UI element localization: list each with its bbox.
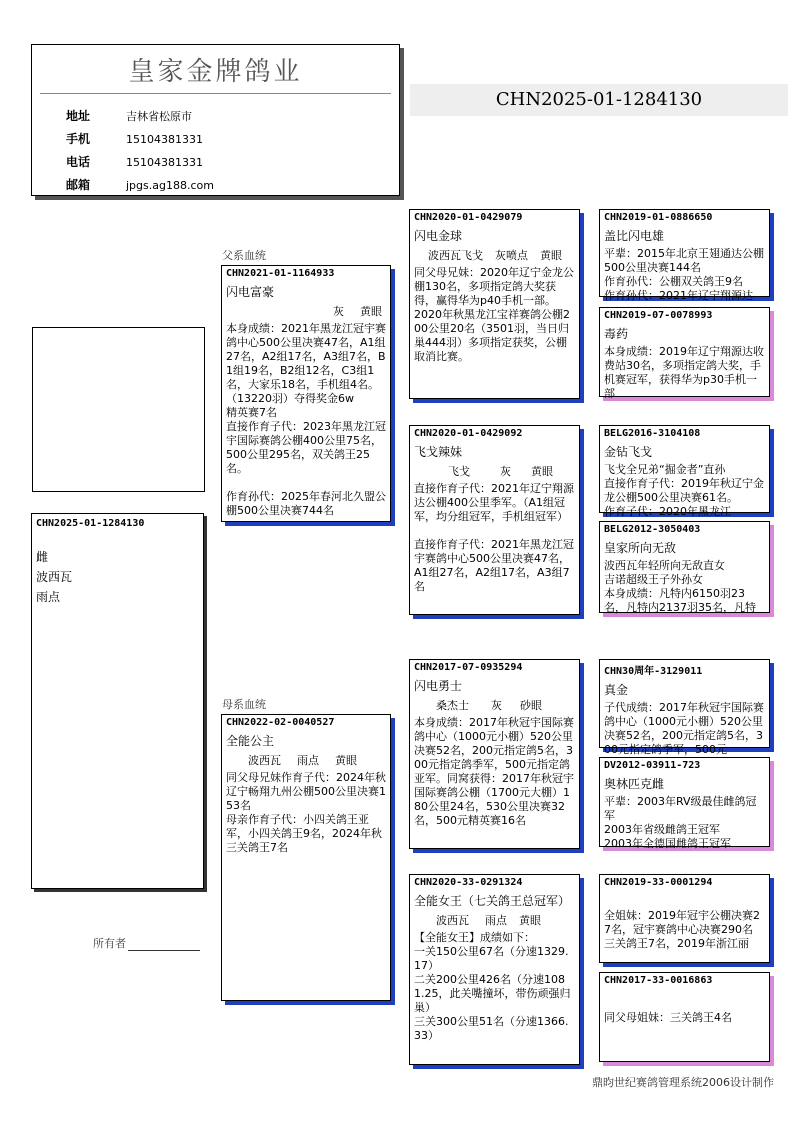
dss-ring: CHN30周年-3129011 bbox=[604, 666, 703, 677]
ddd-card bbox=[599, 972, 770, 1062]
dds-card bbox=[599, 874, 770, 963]
sire-ring: CHN2021-01-1164933 bbox=[226, 268, 335, 279]
dss-description: 子代成绩：2017年秋冠宇国际赛鸽中心（1000元小棚）520公里决赛52名，200元指定鸽5名，300元指定鸽季军，500元 bbox=[604, 701, 764, 756]
dd-color: 波西瓦 bbox=[436, 914, 469, 927]
dam-name: 全能公主 bbox=[226, 734, 275, 748]
sd-pattern: 灰 bbox=[500, 465, 511, 478]
address-row bbox=[66, 107, 192, 124]
dds-name bbox=[600, 888, 769, 906]
ss-name: 闪电金球 bbox=[414, 229, 463, 243]
sd-eye: 黄眼 bbox=[531, 465, 553, 478]
sire-section-label: 父系血统 bbox=[222, 249, 266, 262]
mobile-value: 15104381331 bbox=[126, 133, 203, 146]
owner-signature-line bbox=[128, 950, 200, 951]
sd-ring: CHN2020-01-0429092 bbox=[414, 428, 523, 439]
ss-traits bbox=[410, 244, 579, 263]
pigeon-photo-placeholder bbox=[32, 327, 205, 492]
ds-ring: CHN2017-07-0935294 bbox=[414, 662, 523, 673]
self-card bbox=[31, 513, 204, 889]
sss-name: 盖比闪电雄 bbox=[604, 229, 665, 243]
phone-value: 15104381331 bbox=[126, 156, 203, 169]
farm-info-box bbox=[31, 44, 400, 196]
dds-ring: CHN2019-33-0001294 bbox=[604, 877, 713, 888]
sss-card bbox=[599, 209, 770, 302]
sds-description: 飞戈全兄弟“掘金者”直孙 直接作育子代：2019年秋辽宁金龙公棚500公里决赛61名。 作育子代：2020年黑龙江 bbox=[604, 463, 764, 518]
phone-label: 电话 bbox=[66, 155, 91, 169]
dd-name: 全能女王（七关鸽王总冠军） bbox=[414, 894, 571, 908]
email-label: 邮箱 bbox=[66, 178, 91, 192]
ds-traits bbox=[410, 694, 579, 713]
dd-ring: CHN2020-33-0291324 bbox=[414, 877, 523, 888]
sire-color: 灰 bbox=[333, 305, 344, 318]
pedigree-ring-title: CHN2025-01-1284130 bbox=[410, 84, 788, 116]
dam-eye: 黄眼 bbox=[335, 754, 357, 767]
sds-name: 金钻飞戈 bbox=[604, 445, 653, 459]
ddd-description: 同父母姐妹：三关鸽王4名 bbox=[604, 1011, 732, 1024]
sds-card bbox=[599, 425, 770, 518]
ss-description: 同父母兄妹：2020年辽宁金龙公棚130名，多项指定鸽大奖获得，赢得华为p40手机一部。 2020年秋黑龙江宝祥赛鸽公棚200公里20名（3501羽，当日归巢444羽）多项指定获奖，公棚取消比赛。 bbox=[414, 266, 574, 363]
ssd-description: 本身成绩：2019年辽宁翔源达收费站30名，多项指定鸽大奖，手机赛冠军，获得华为p30手机一部 bbox=[604, 345, 764, 400]
ssd-name: 毒药 bbox=[604, 327, 629, 341]
self-sex: 雌 bbox=[36, 550, 49, 564]
sire-card bbox=[221, 265, 391, 522]
sdd-ring: BELG2012-3050403 bbox=[604, 524, 701, 535]
dam-pattern: 雨点 bbox=[297, 754, 319, 767]
dd-card bbox=[409, 874, 580, 1065]
ss-card bbox=[409, 209, 580, 399]
owner-label: 所有者 bbox=[93, 937, 126, 950]
ss-color: 波西瓦飞戈 bbox=[428, 249, 483, 262]
ddd-name bbox=[600, 986, 769, 1008]
dsd-name: 奥林匹克雌 bbox=[604, 777, 665, 791]
ds-color: 桑杰士 bbox=[436, 699, 469, 712]
email-value: jpgs.ag188.com bbox=[126, 179, 214, 192]
sd-card bbox=[409, 425, 580, 615]
sdd-description: 波西瓦年轻所向无敌直女 吉诺超级王子外孙女 本身成绩：凡特内6150羽23名，凡特内2137羽35名，凡特 bbox=[604, 559, 756, 614]
sss-description: 平辈：2015年北京王翅通达公棚500公里决赛144名 作育孙代：公棚双关鸽王9名 作育孙代：2021年辽宁翔源达 bbox=[604, 247, 764, 302]
dss-card bbox=[599, 659, 770, 756]
footer-credit: 鼎昀世纪赛鸽管理系统2006设计制作 bbox=[592, 1076, 774, 1089]
self-ring: CHN2025-01-1284130 bbox=[36, 518, 145, 529]
ds-eye: 砂眼 bbox=[520, 699, 542, 712]
dd-traits bbox=[410, 909, 579, 928]
sdd-name: 皇家所向无敌 bbox=[604, 541, 677, 555]
sd-traits bbox=[410, 460, 579, 479]
ss-ring: CHN2020-01-0429079 bbox=[414, 212, 523, 223]
mobile-label: 手机 bbox=[66, 132, 91, 146]
dam-card bbox=[221, 714, 391, 1001]
dd-eye: 黄眼 bbox=[519, 914, 541, 927]
ddd-ring: CHN2017-33-0016863 bbox=[604, 975, 713, 986]
ss-eye: 黄眼 bbox=[540, 249, 562, 262]
phone-row bbox=[66, 153, 203, 170]
dds-description: 全姐妹：2019年冠宇公棚决赛27名，冠宇赛鸽中心决赛290名 三关鸽王7名，2019年浙江丽 bbox=[604, 909, 760, 950]
sire-description: 本身成绩：2021年黑龙江冠宇赛鸽中心500公里决赛47名，A1组27名，A2组17名，A3组7名，B1组19名，B2组12名，C3组1名，大家乐18名，手机组4名。（13220羽）夺得奖金6w 精英赛7名 直接作育子代：2023年黑龙江冠宇国际赛鸽公棚400公里75名，500公里295名，双关鸽王25名。 作育孙代：2025年春河北久盟公棚500公里决赛744名 bbox=[226, 322, 386, 517]
dsd-card bbox=[599, 757, 770, 850]
address-label: 地址 bbox=[66, 109, 91, 123]
sire-traits bbox=[222, 300, 390, 319]
sire-eye: 黄眼 bbox=[360, 305, 382, 318]
dss-name: 真金 bbox=[604, 683, 629, 697]
sds-ring: BELG2016-3104108 bbox=[604, 428, 701, 439]
ds-name: 闪电勇士 bbox=[414, 679, 463, 693]
dam-description: 同父母兄妹作育子代：2024年秋辽宁畅翔九州公棚500公里决赛153名 母亲作育子代：小四关鸽王亚军，小四关鸽王9名，2024年秋三关鸽王7名 bbox=[226, 771, 386, 854]
owner-field bbox=[93, 935, 200, 951]
sd-name: 飞戈辣妹 bbox=[414, 445, 463, 459]
sd-description: 直接作育子代：2021年辽宁翔源达公棚400公里季军。（A1组冠军，均分组冠军，手机组冠军） 直接作育子代：2021年黑龙江冠宇赛鸽中心500公里决赛47名，A1组27名，A2组17名，A3组7名 bbox=[414, 482, 574, 593]
dd-description: 【全能女王】成绩如下： 一关150公里67名（分速1329.17） 二关200公里426名（分速1081.25，此关嘴撞坏，带伤顽强归巢） 三关300公里51名（分速1366.33） bbox=[414, 931, 571, 1042]
address-value: 吉林省松原市 bbox=[126, 110, 192, 123]
ds-description: 本身成绩：2017年秋冠宇国际赛鸽中心（1000元小棚）520公里决赛52名，200元指定鸽5名，300元指定鸽季军，500元指定鸽亚军。同窝获得：2017年秋冠宇国际赛鸽公棚（1700元大棚）180公里24名，530公里决赛32名，500元精英赛16名 bbox=[414, 716, 574, 827]
dam-traits bbox=[222, 749, 390, 768]
ssd-ring: CHN2019-07-0078993 bbox=[604, 310, 713, 321]
farm-name: 皇家金牌鸽业 bbox=[128, 57, 303, 87]
dsd-description: 平辈：2003年RV级最佳雌鸽冠军 2003年省级雌鸽王冠军 2003年全德国雌鸽王冠军 bbox=[604, 795, 757, 850]
self-pattern: 雨点 bbox=[36, 590, 61, 604]
dam-section-label: 母系血统 bbox=[222, 698, 266, 711]
dd-pattern: 雨点 bbox=[485, 914, 507, 927]
dam-ring: CHN2022-02-0040527 bbox=[226, 717, 335, 728]
divider bbox=[40, 93, 391, 94]
sd-color: 飞戈 bbox=[448, 465, 470, 478]
ds-pattern: 灰 bbox=[491, 699, 502, 712]
sire-name: 闪电富豪 bbox=[226, 285, 275, 299]
dam-color: 波西瓦 bbox=[248, 754, 281, 767]
self-color: 波西瓦 bbox=[36, 570, 73, 584]
email-row bbox=[66, 176, 214, 193]
dsd-ring: DV2012-03911-723 bbox=[604, 760, 701, 771]
mobile-row bbox=[66, 130, 203, 147]
sdd-card bbox=[599, 521, 770, 613]
ds-card bbox=[409, 659, 580, 849]
ss-pattern: 灰喷点 bbox=[495, 249, 528, 262]
sss-ring: CHN2019-01-0886650 bbox=[604, 212, 713, 223]
ssd-card bbox=[599, 307, 770, 400]
